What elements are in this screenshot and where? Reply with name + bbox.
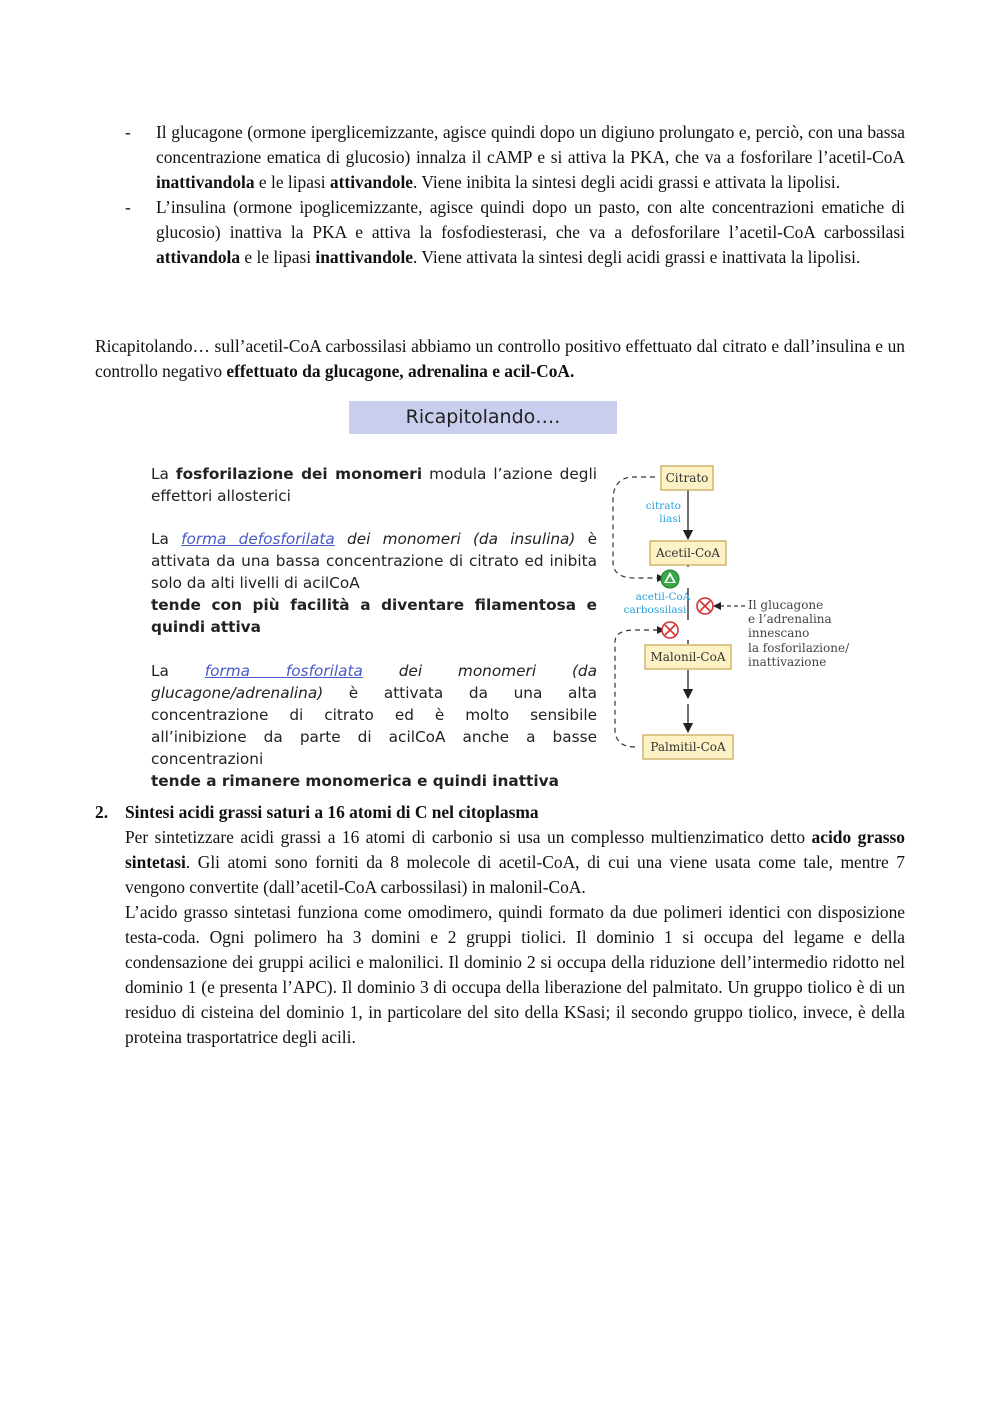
bullet-bold: inattivandole bbox=[315, 247, 414, 267]
figure-block-fosforilazione bbox=[151, 463, 597, 507]
bullet-dash: - bbox=[125, 197, 131, 217]
enzyme-label: acetil-CoA bbox=[635, 591, 691, 603]
recap-text: Ricapitolando… sull’acetil-CoA carbossilasi abbiamo un controllo positivo effettuato dal citrato e dall’insulina e un controllo negativo bbox=[95, 336, 905, 381]
pathway-diagram bbox=[605, 460, 855, 770]
fig-bold: tende con più facilità a diventare filamentosa e quindi attiva bbox=[151, 596, 597, 636]
section-2 bbox=[95, 800, 905, 1050]
para-text: . Gli atomi sono forniti da 8 molecole di acetil-CoA, di cui una viene usata come tale, mentre 7 vengono convertite (dall’acetil-CoA carbossilasi) in malonil-CoA. bbox=[125, 852, 905, 897]
enzyme-label: citrato bbox=[645, 500, 681, 512]
arrowhead-icon bbox=[713, 602, 721, 610]
recap-paragraph bbox=[95, 334, 905, 384]
recap-bold: effettuato da glucagone, adrenalina e acil-CoA. bbox=[226, 361, 575, 381]
figure-block-fosforilata bbox=[151, 660, 597, 792]
bullet-list bbox=[125, 120, 905, 270]
box-label: Malonil-CoA bbox=[650, 650, 726, 664]
fig-text: La bbox=[151, 662, 205, 680]
fig-text: dei monomeri bbox=[362, 662, 572, 680]
fig-text: è attivata da una bassa concentrazione di citrato ed inibita solo da alti livelli di acilCoA bbox=[151, 530, 598, 592]
figure-banner: Ricapitolando…. bbox=[349, 401, 617, 434]
box-malonil-coa bbox=[645, 645, 731, 669]
section-paragraph bbox=[125, 825, 905, 900]
bullet-insulina bbox=[125, 195, 905, 270]
bullet-text: e le lipasi bbox=[240, 247, 316, 267]
fig-text: dei monomeri bbox=[334, 530, 473, 548]
side-note: Il glucagone bbox=[748, 598, 824, 612]
fig-text: modula l’azione degli effettori allosterici bbox=[151, 465, 598, 505]
box-label: Palmitil-CoA bbox=[650, 740, 726, 754]
fig-bold: tende a rimanere monomerica e quindi inattiva bbox=[151, 772, 559, 790]
fig-text: è attivata da una alta concentrazione di citrato ed è molto sensibile all’inibizione da parte di acilCoA anche a basse concentrazioni bbox=[151, 684, 597, 768]
section-heading: Sintesi acidi grassi saturi a 16 atomi di C nel citoplasma bbox=[125, 802, 539, 822]
section-paragraph: L’acido grasso sintetasi funziona come omodimero, quindi formato da due polimeri identici con disposizione testa-coda. Ogni polimero ha 3 domini e 2 gruppi tiolici. Il dominio 1 si occupa del legame e della condensazione dei gruppi acilici e malonilici. Il dominio 2 si occupa della riduzione dell’intermedio ridotto nel dominio 1 (e presenta l’APC). Il dominio 3 di occupa della liberazione del palmitato. Un gruppo tiolico è di un residuo di cisteina del dominio 1, in particolare del sito della KSasi; il secondo gruppo tiolico, invece, è della proteina trasportatrice degli acili. bbox=[125, 902, 905, 1047]
side-note: inattivazione bbox=[748, 655, 827, 669]
bullet-bold: attivandole bbox=[329, 172, 414, 192]
bullet-bold: attivandola bbox=[156, 247, 241, 267]
bullet-glucagone bbox=[125, 120, 905, 195]
inhibitor-icon bbox=[697, 598, 713, 614]
figure-block-defosforilata bbox=[151, 528, 597, 638]
side-note: innescano bbox=[748, 626, 810, 640]
bullet-text: . Viene inibita la sintesi degli acidi grassi e attivata la lipolisi. bbox=[413, 172, 841, 192]
inhibitor-icon bbox=[662, 622, 678, 638]
bullet-text: . Viene attivata la sintesi degli acidi grassi e inattivata la lipolisi. bbox=[413, 247, 861, 267]
box-palmitil-coa bbox=[643, 735, 733, 759]
side-note: e l’adrenalina bbox=[748, 612, 832, 626]
fig-link-fosforilata: forma fosforilata bbox=[204, 662, 363, 680]
enzyme-label: carbossilasi bbox=[623, 604, 687, 616]
fig-text: La bbox=[151, 465, 176, 483]
bullet-bold: inattivandola bbox=[156, 172, 255, 192]
fig-italic: (da glucagone/adrenalina) bbox=[151, 662, 597, 702]
fig-text: La bbox=[151, 530, 182, 548]
bullet-dash: - bbox=[125, 122, 131, 142]
bullet-text: e le lipasi bbox=[254, 172, 330, 192]
section-number: 2. bbox=[95, 802, 109, 822]
para-bold: acido grasso sintetasi bbox=[125, 827, 905, 872]
box-citrato bbox=[661, 466, 713, 490]
enzyme-label: liasi bbox=[659, 513, 681, 525]
para-text: Per sintetizzare acidi grassi a 16 atomi di carbonio si usa un complesso multienzimatico detto bbox=[125, 827, 812, 847]
side-note: la fosforilazione/ bbox=[748, 641, 850, 655]
bullet-text: L’insulina (ormone ipoglicemizzante, agisce quindi dopo un pasto, con alte concentrazioni ematiche di glucosio) inattiva la PKA e attiva la fosfodiesterasi, che va a defosforilare l’acetil-CoA carbossilasi bbox=[156, 197, 905, 242]
activator-icon bbox=[661, 570, 679, 588]
fig-link-defosforilata: forma defosforilata bbox=[181, 530, 335, 548]
box-acetil-coa bbox=[650, 541, 726, 565]
box-label: Acetil-CoA bbox=[655, 546, 721, 560]
bullet-text: Il glucagone (ormone iperglicemizzante, agisce quindi dopo un digiuno prolungato e, perciò, con una bassa concentrazione ematica di glucosio) innalza il cAMP e si attiva la PKA, che va a fosforilare l’acetil-CoA bbox=[156, 122, 905, 167]
fig-bold: fosforilazione dei monomeri bbox=[175, 465, 423, 483]
box-label: Citrato bbox=[665, 471, 709, 485]
fig-italic: (da insulina) bbox=[472, 530, 576, 548]
